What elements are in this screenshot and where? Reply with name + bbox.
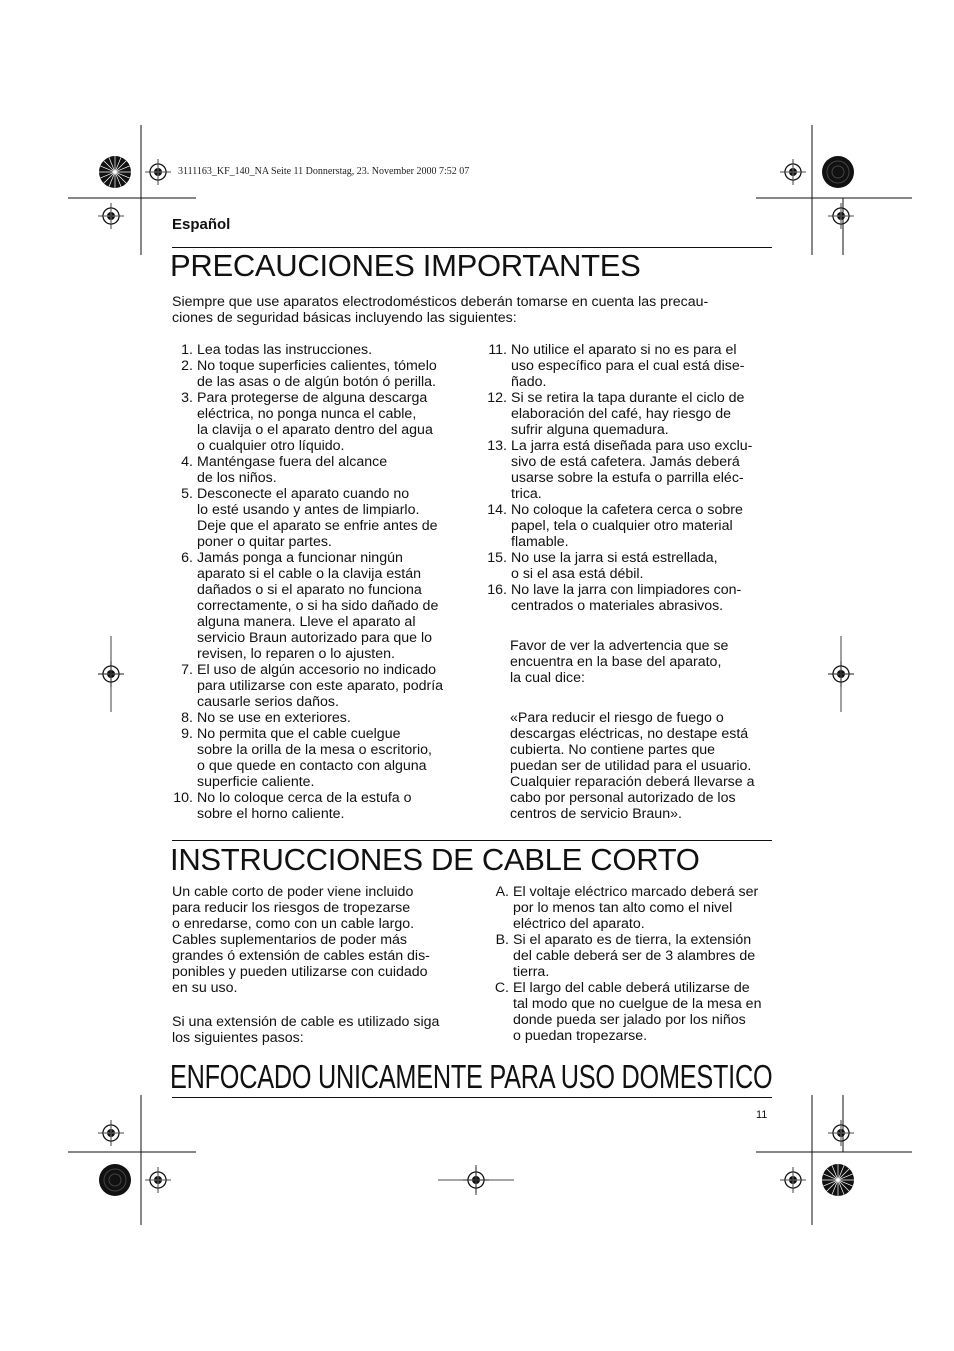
list-item-line: dañados o si el aparato no funciona [197,582,422,598]
list-item-line: Lea todas las instrucciones. [197,342,373,358]
title-precautions: PRECAUCIONES IMPORTANTES [170,248,641,283]
list-item-line: superficie caliente. [197,774,315,790]
title-short-cord: INSTRUCCIONES DE CABLE CORTO [170,842,700,877]
list-item-line: sivo de está cafetera. Jamás deberá [511,454,740,470]
list-item-line: El voltaje eléctrico marcado deberá ser [513,884,759,900]
list-item-line: por lo menos tan alto como el nivel [513,900,733,916]
list-item-line: servicio Braun autorizado para que lo [197,630,433,646]
list-item-line: No toque superficies calientes, tómelo [197,358,437,374]
list-item [172,390,462,454]
list-item-line: El largo del cable deberá utilizarse de [513,980,750,996]
list-item-text [511,342,780,390]
list-item-line: No permita que el cable cuelgue [197,726,401,742]
list-item-line: No use la jarra si está estrellada, [511,550,718,566]
list-item-line: de los niños. [197,470,277,486]
list-item-number: 4. [181,454,193,470]
text-line: encuentra en la base del aparato, [510,654,722,670]
text-line: Cables suplementarios de poder más [172,932,408,948]
list-item [172,550,462,662]
list-item-number: 3. [181,390,193,406]
list-item-line: donde pueda ser jalado por los niños [513,1012,746,1028]
text-line: descargas eléctricas, no destape está [510,726,749,742]
list-item [172,790,462,822]
list-item [172,662,462,710]
list-item-text [511,502,780,550]
list-item-text [197,486,462,550]
list-item-line: lo esté usando y antes de limpiarlo. [197,502,420,518]
short-cord-paragraph-2 [172,1014,472,1046]
list-item-text [511,390,780,438]
list-item-number: 6. [181,550,193,566]
list-item-line: elaboración del café, hay riesgo de [511,406,732,422]
list-item-number: 13. [487,438,507,454]
text-line: centros de servicio Braun». [510,806,682,822]
text-line: Un cable corto de poder viene incluido [172,884,414,900]
list-item [480,550,780,582]
list-item-line: del cable deberá ser de 3 alambres de [513,948,756,964]
list-item-line: Deje que el aparato se enfrie antes de [197,518,438,534]
list-item-number: C. [494,980,509,996]
list-item [480,438,780,502]
list-item-line: revisen, lo reparen o lo ajusten. [197,646,395,662]
list-item-line: aparato si el cable o la clavija están [197,566,421,582]
list-item-line: La jarra está diseñada para uso exclu- [511,438,753,454]
print-header-line: 3111163_KF_140_NA Seite 11 Donnerstag, 23. November 2000 7:52 07 [178,166,470,177]
list-item-line: No lave la jarra con limpiadores con- [511,582,742,598]
list-item-line: tierra. [513,964,550,980]
list-item [172,710,462,726]
language-label: Español [172,216,231,233]
list-item-line: correctamente, o si ha sido dañado de [197,598,439,614]
list-item-number: 7. [181,662,193,678]
text-line: «Para reducir el riesgo de fuego o [510,710,724,726]
text-line: cabo por personal autorizado de los [510,790,736,806]
list-item [490,884,790,932]
precautions-list-left [172,342,462,822]
list-item-line: eléctrica, no ponga nunca el cable, [197,406,417,422]
list-item-number: 12. [487,390,507,406]
warning-intro [510,638,790,686]
list-item-number: A. [495,884,509,900]
list-item-line: Manténgase fuera del alcance [197,454,388,470]
list-item-line: para utilizarse con este aparato, podría [197,678,444,694]
list-item-line: sobre el horno caliente. [197,806,345,822]
list-item-line: papel, tela o cualquier otro material [511,518,733,534]
list-item-text [197,550,462,662]
list-item-number: 9. [181,726,193,742]
list-item-text [511,582,780,614]
intro-line: Siempre que use aparatos electrodomésticos deberán tomarse en cuenta las precau- [172,294,709,310]
list-item [172,342,462,358]
list-item-line: flamable. [511,534,569,550]
list-item-text [197,726,462,790]
list-item-text [511,438,780,502]
list-item-line: No lo coloque cerca de la estufa o [197,790,412,806]
list-item-line: o que quede en contacto con alguna [197,758,427,774]
list-item-line: sufrir alguna quemadura. [511,422,669,438]
list-item [172,726,462,790]
list-item-text [197,662,462,710]
list-item-number: 5. [181,486,193,502]
list-item-text [513,980,790,1044]
list-item-text [197,710,462,726]
list-item-line: No utilice el aparato si no es para el [511,342,737,358]
list-item [172,358,462,390]
list-item-text [197,790,462,822]
list-item [480,502,780,550]
text-line: Favor de ver la advertencia que se [510,638,729,654]
list-item-text [197,454,462,486]
text-line: Si una extensión de cable es utilizado siga [172,1014,440,1030]
list-item-number: B. [495,932,509,948]
rule-bottom [172,1097,772,1098]
list-item-line: Desconecte el aparato cuando no [197,486,410,502]
list-item-line: Si se retira la tapa durante el ciclo de [511,390,745,406]
list-item-line: Jamás ponga a funcionar ningún [197,550,403,566]
list-item-text [197,342,462,358]
list-item-line: uso específico para el cual está dise- [511,358,745,374]
text-line: los siguientes pasos: [172,1030,304,1046]
text-line: grandes ó extensión de cables están dis- [172,948,430,964]
text-line: Cualquier reparación deberá llevarse a [510,774,755,790]
precautions-intro [172,294,772,326]
list-item-line: centrados o materiales abrasivos. [511,598,724,614]
text-line: cubierta. No contiene partes que [510,742,716,758]
list-item-number: 10. [173,790,193,806]
list-item-text [511,550,780,582]
list-item [480,342,780,390]
list-item-text [513,884,790,932]
list-item-line: o puedan tropezarse. [513,1028,648,1044]
short-cord-steps [490,884,790,1044]
list-item-line: poner o quitar partes. [197,534,332,550]
warning-quote [510,710,790,822]
list-item-line: No se use en exteriores. [197,710,351,726]
text-line: o enredarse, como con un cable largo. [172,916,415,932]
list-item-line: de las asas o de algún botón ó perilla. [197,374,436,390]
list-item-number: 16. [487,582,507,598]
text-line: ponibles y pueden utilizarse con cuidado [172,964,428,980]
list-item-text [197,390,462,454]
list-item-line: o si el asa está débil. [511,566,644,582]
list-item [172,454,462,486]
list-item-line: o cualquier otro líquido. [197,438,345,454]
list-item [490,980,790,1044]
list-item-number: 8. [181,710,193,726]
list-item-line: la clavija o el aparato dentro del agua [197,422,433,438]
list-item-line: causarle serios daños. [197,694,339,710]
page-number: 11 [756,1109,768,1121]
list-item-line: trica. [511,486,542,502]
precautions-list-right [480,342,780,614]
list-item-number: 11. [488,342,507,358]
list-item-text [197,358,462,390]
list-item-line: usarse sobre la estufa o parrilla eléc- [511,470,744,486]
list-item-line: Para protegerse de alguna descarga [197,390,428,406]
title-household: ENFOCADO UNICAMENTE PARA USO DOMESTICO [170,1058,773,1095]
list-item [172,486,462,550]
text-line: puedan ser de utilidad para el usuario. [510,758,752,774]
text-line: para reducir los riesgos de tropezarse [172,900,411,916]
list-item-line: eléctrico del aparato. [513,916,645,932]
rule-short-cord [172,840,772,841]
list-item-line: alguna manera. Lleve el aparato al [197,614,416,630]
text-line: en su uso. [172,980,238,996]
list-item [480,390,780,438]
short-cord-paragraph-1 [172,884,472,996]
list-item-number: 14. [487,502,507,518]
list-item-text [513,932,790,980]
list-item [480,582,780,614]
text-line: la cual dice: [510,670,585,686]
list-item-line: No coloque la cafetera cerca o sobre [511,502,743,518]
list-item [490,932,790,980]
intro-line: ciones de seguridad básicas incluyendo las siguientes: [172,310,517,326]
list-item-number: 2. [181,358,193,374]
list-item-line: tal modo que no cuelgue de la mesa en [513,996,762,1012]
list-item-line: sobre la orilla de la mesa o escritorio, [197,742,432,758]
list-item-number: 1. [181,342,193,358]
list-item-line: El uso de algún accesorio no indicado [197,662,436,678]
list-item-number: 15. [487,550,507,566]
list-item-line: Si el aparato es de tierra, la extensión [513,932,752,948]
list-item-line: ñado. [511,374,547,390]
